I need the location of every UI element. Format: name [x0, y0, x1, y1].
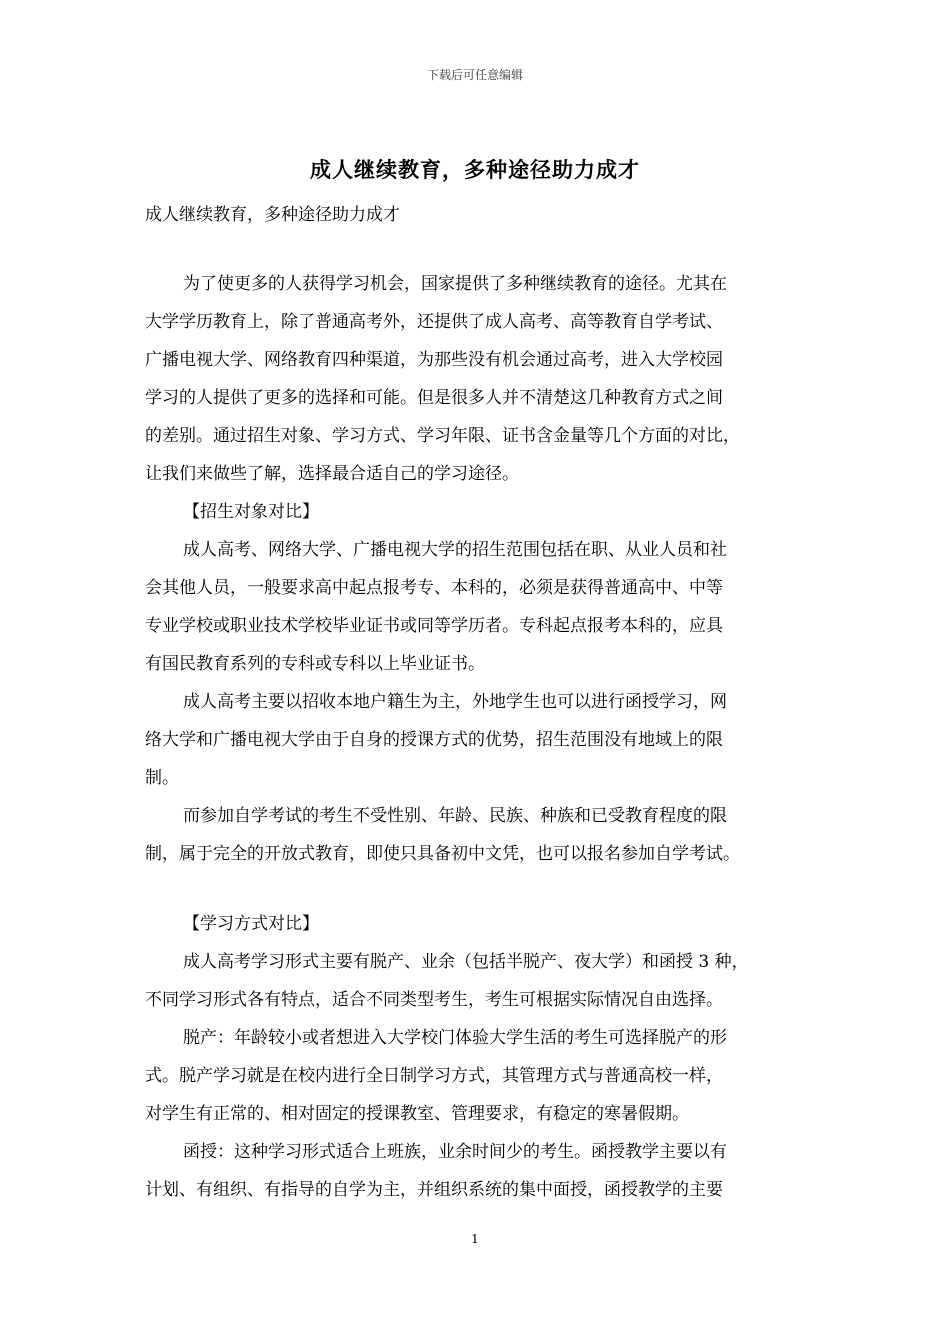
- body-line: 学习的人提供了更多的选择和可能。但是很多人并不清楚这几种教育方式之间: [145, 388, 723, 408]
- page-number: 1: [471, 1232, 479, 1246]
- body-line: 大学学历教育上，除了普通高考外，还提供了成人高考、高等教育自学考试、: [145, 312, 723, 332]
- body-line: 式。脱产学习就是在校内进行全日制学习方式，其管理方式与普通高校一样，: [145, 1066, 723, 1086]
- section-heading: 【招生对象对比】: [183, 502, 319, 522]
- body-line: 络大学和广播电视大学由于自身的授课方式的优势，招生范围没有地域上的限: [145, 730, 723, 750]
- body-line: 有国民教育系列的专科或专科以上毕业证书。: [145, 654, 485, 674]
- body-line: 专业学校或职业技术学校毕业证书或同等学历者。专科起点报考本科的，应具: [145, 616, 723, 636]
- body-line: 成人高考、网络大学、广播电视大学的招生范围包括在职、从业人员和社: [183, 540, 727, 560]
- body-line: 让我们来做些了解，选择最合适自己的学习途径。: [145, 464, 519, 484]
- document-subtitle: 成人继续教育，多种途径助力成才: [145, 205, 400, 225]
- body-line: 函授：这种学习形式适合上班族，业余时间少的考生。函授教学主要以有: [183, 1142, 727, 1162]
- body-line: 广播电视大学、网络教育四种渠道，为那些没有机会通过高考，进入大学校园: [145, 350, 723, 370]
- body-line: 而参加自学考试的考生不受性别、年龄、民族、种族和已受教育程度的限: [183, 806, 727, 826]
- body-line: 为了使更多的人获得学习机会，国家提供了多种继续教育的途径。尤其在: [183, 274, 727, 294]
- body-line: 制，属于完全的开放式教育，即使只具备初中文凭，也可以报名参加自学考试。: [145, 844, 740, 864]
- section-heading: 【学习方式对比】: [183, 914, 319, 934]
- document-title: 成人继续教育，多种途径助力成才: [310, 157, 640, 182]
- body-line: 会其他人员，一般要求高中起点报考专、本科的，必须是获得普通高中、中等: [145, 578, 723, 598]
- body-line: 成人高考主要以招收本地户籍生为主，外地学生也可以进行函授学习，网: [183, 692, 727, 712]
- body-line: 不同学习形式各有特点，适合不同类型考生，考生可根据实际情况自由选择。: [145, 990, 723, 1010]
- body-line: 制。: [145, 768, 179, 788]
- body-line: 对学生有正常的、相对固定的授课教室、管理要求，有稳定的寒暑假期。: [145, 1104, 689, 1124]
- body-line: 脱产：年龄较小或者想进入大学校门体验大学生活的考生可选择脱产的形: [183, 1028, 727, 1048]
- body-line: 计划、有组织、有指导的自学为主，并组织系统的集中面授，函授教学的主要: [145, 1180, 723, 1200]
- page-header: 下载后可任意编辑: [426, 68, 523, 82]
- body-line: 的差别。通过招生对象、学习方式、学习年限、证书含金量等几个方面的对比，: [145, 426, 740, 446]
- body-line: 成人高考学习形式主要有脱产、业余（包括半脱产、夜大学）和函授 3 种，: [183, 952, 749, 972]
